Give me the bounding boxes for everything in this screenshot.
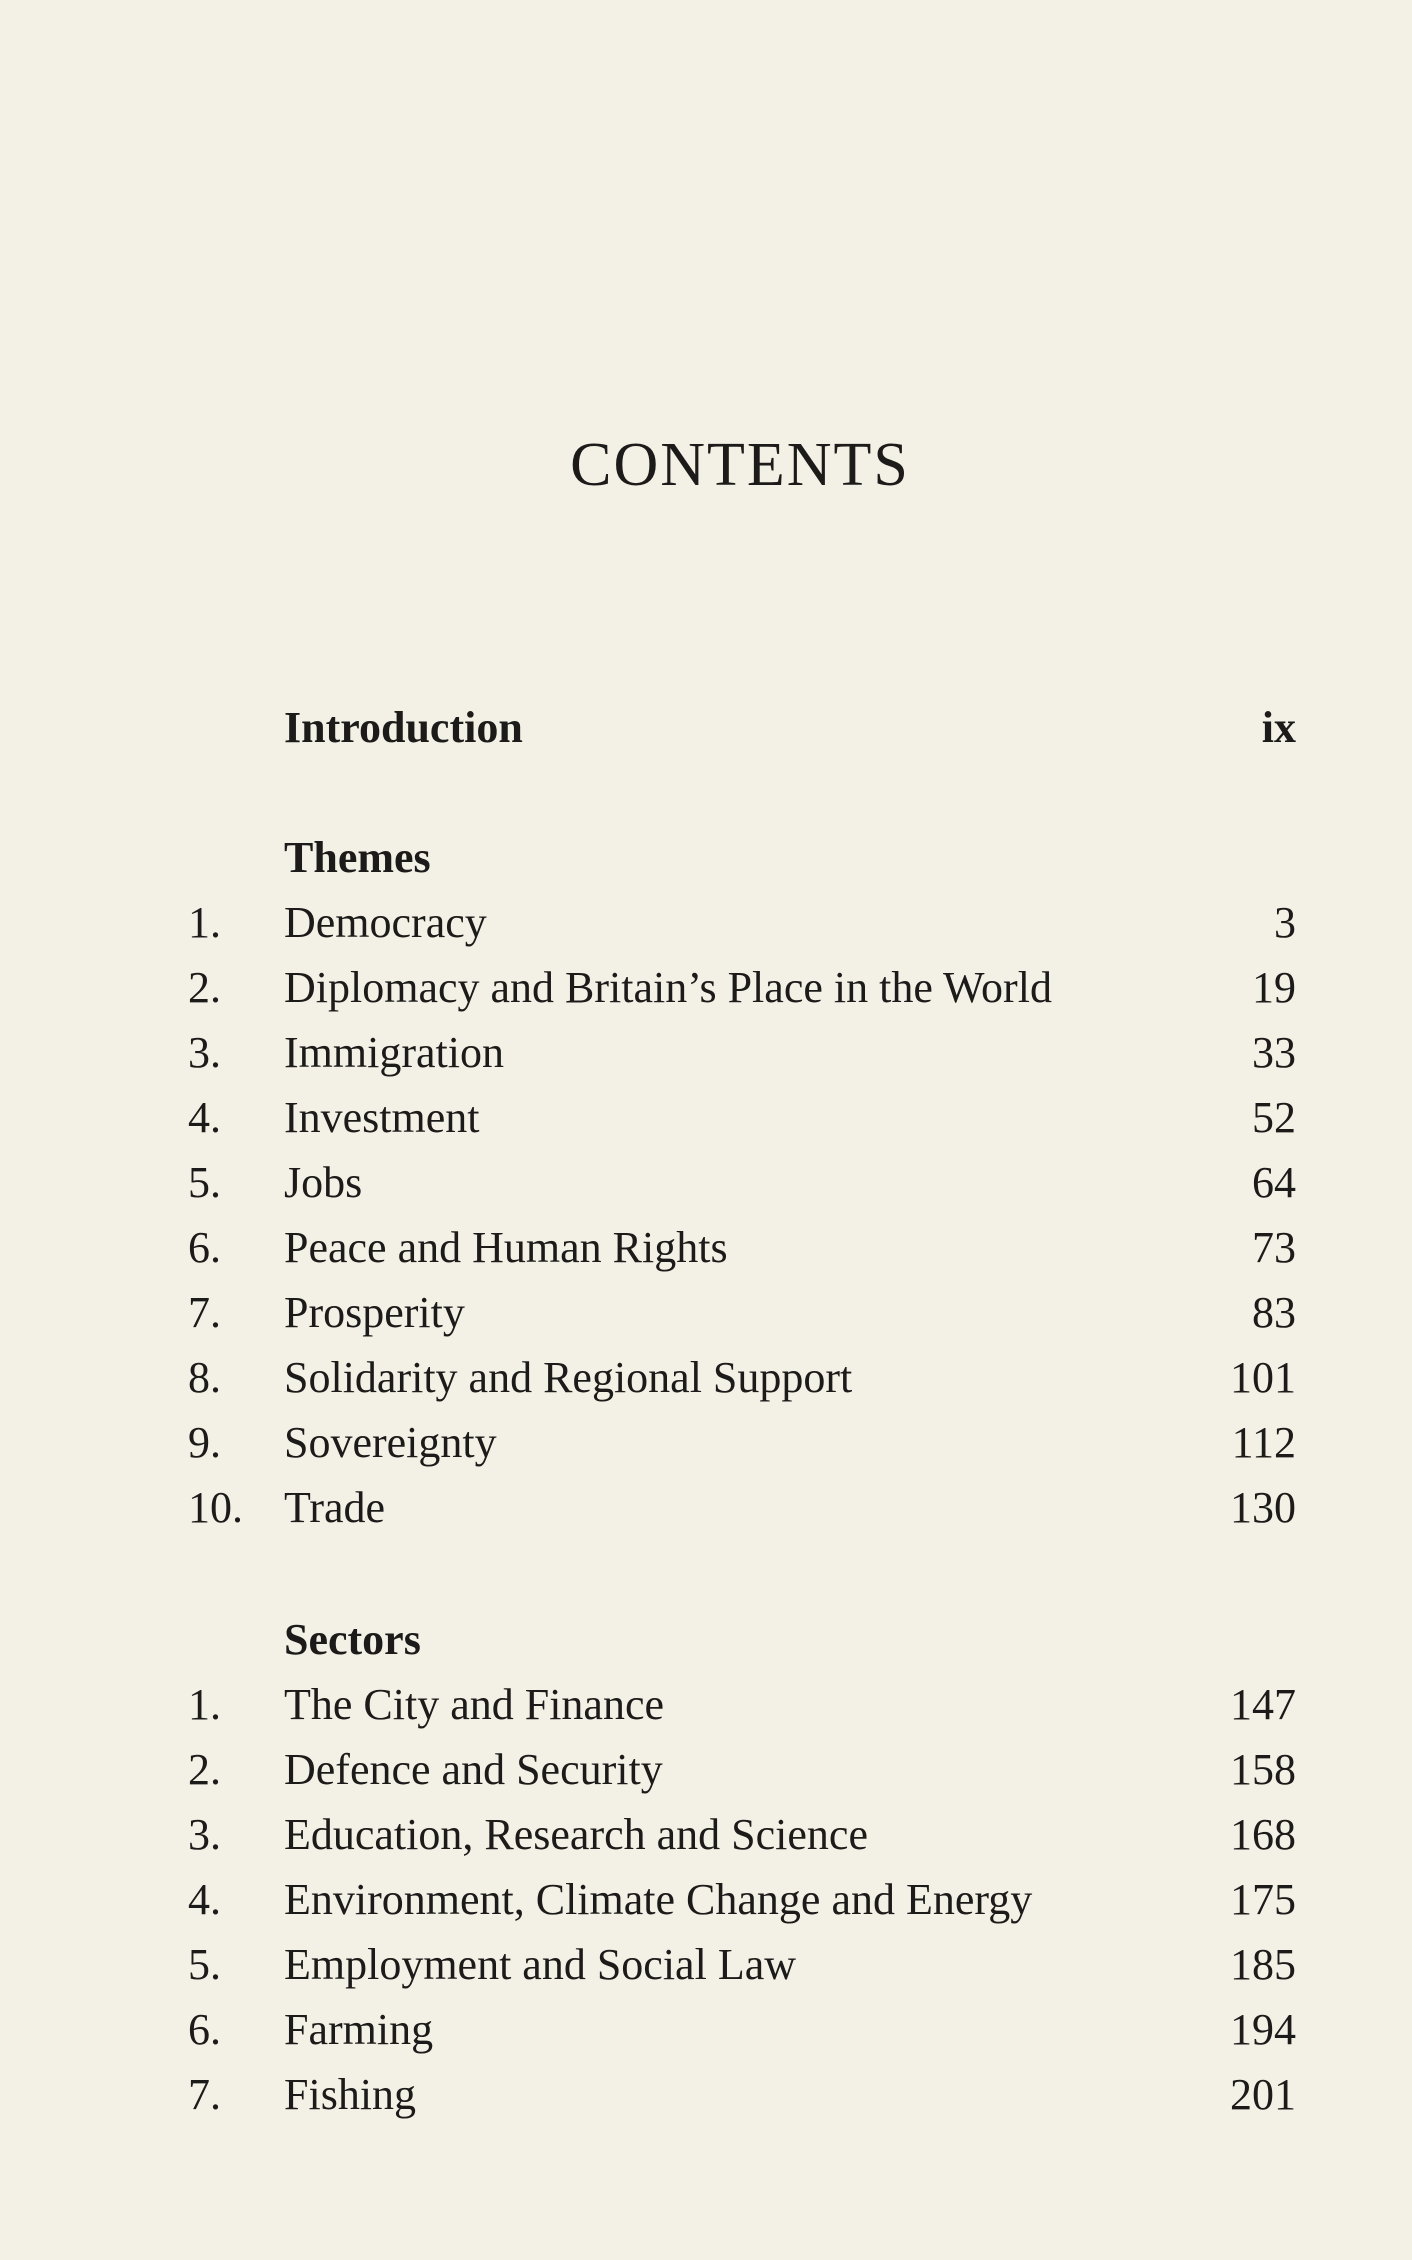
toc-entry-number: 8. (188, 1353, 221, 1402)
toc-entry-page: 175 (1230, 1875, 1296, 1924)
toc-entry-label: Prosperity (284, 1288, 465, 1337)
toc-entry-page: 130 (1230, 1483, 1296, 1532)
toc-entry-number: 2. (188, 1745, 221, 1794)
toc-entry-number: 7. (188, 2070, 221, 2119)
toc-entry-number: 1. (188, 1680, 221, 1729)
toc-entry-number: 1. (188, 898, 221, 947)
toc-entry-label: Investment (284, 1093, 480, 1142)
toc-entry-label: Democracy (284, 898, 487, 947)
toc-entry[interactable] (0, 1413, 1412, 1473)
toc-entry-label: Trade (284, 1483, 386, 1532)
toc-entry-number: 4. (188, 1875, 221, 1924)
toc-entry-label: Jobs (284, 1158, 363, 1207)
toc-entry-number: 4. (188, 1093, 221, 1142)
toc-entry-number: 6. (188, 1223, 221, 1272)
section-heading-sectors: Sectors (284, 1615, 421, 1664)
toc-entry[interactable] (0, 1153, 1412, 1213)
toc-entry-number: 5. (188, 1940, 221, 1989)
toc-entry-label: Sovereignty (284, 1418, 497, 1467)
toc-entry-introduction[interactable] (0, 698, 1412, 758)
toc-entry-label: Immigration (284, 1028, 504, 1077)
toc-entry-page: 112 (1231, 1418, 1296, 1467)
toc-entry-number: 3. (188, 1028, 221, 1077)
toc-entry-page: 158 (1230, 1745, 1296, 1794)
toc-entry[interactable] (0, 893, 1412, 953)
toc-entry-label: Defence and Security (284, 1745, 663, 1794)
toc-entry-label: Education, Research and Science (284, 1810, 868, 1859)
toc-entry-page: 201 (1230, 2070, 1296, 2119)
toc-entry[interactable] (0, 1805, 1412, 1865)
toc-entry[interactable] (0, 1023, 1412, 1083)
toc-entry-number: 2. (188, 963, 221, 1012)
toc-entry-label: Environment, Climate Change and Energy (284, 1875, 1033, 1924)
toc-entry[interactable] (0, 2065, 1412, 2125)
toc-entry-page: ix (1261, 703, 1296, 752)
toc-entry[interactable] (0, 1478, 1412, 1538)
toc-entry-number: 9. (188, 1418, 221, 1467)
toc-entry-label: Solidarity and Regional Support (284, 1353, 853, 1402)
toc-entry-number: 5. (188, 1158, 221, 1207)
toc-entry-label: Farming (284, 2005, 434, 2054)
toc-entry-number: 10. (188, 1483, 243, 1532)
toc-entry-page: 19 (1252, 963, 1296, 1012)
toc-entry[interactable] (0, 1935, 1412, 1995)
toc-entry[interactable] (0, 1348, 1412, 1408)
toc-entry[interactable] (0, 1675, 1412, 1735)
toc-entry[interactable] (0, 958, 1412, 1018)
toc-entry-page: 52 (1252, 1093, 1296, 1142)
toc-entry-number: 3. (188, 1810, 221, 1859)
toc-entry[interactable] (0, 1870, 1412, 1930)
toc-entry-page: 83 (1252, 1288, 1296, 1337)
toc-entry-page: 33 (1252, 1028, 1296, 1077)
toc-entry[interactable] (0, 2000, 1412, 2060)
toc-entry[interactable] (0, 1088, 1412, 1148)
toc-entry[interactable] (0, 1283, 1412, 1343)
toc-entry[interactable] (0, 1218, 1412, 1278)
toc-entry-label: Fishing (284, 2070, 417, 2119)
toc-entry-label: The City and Finance (284, 1680, 665, 1729)
toc-entry-page: 194 (1230, 2005, 1296, 2054)
toc-entry-label: Diplomacy and Britain’s Place in the World (284, 963, 1052, 1012)
toc-entry-number: 6. (188, 2005, 221, 2054)
toc-entry-page: 147 (1230, 1680, 1296, 1729)
toc-entry-label: Introduction (284, 703, 523, 752)
toc-entry-number: 7. (188, 1288, 221, 1337)
toc-entry-page: 64 (1252, 1158, 1296, 1207)
toc-entry[interactable] (0, 1740, 1412, 1800)
toc-entry-page: 101 (1230, 1353, 1296, 1402)
section-heading-themes: Themes (284, 833, 431, 882)
toc-entry-page: 185 (1230, 1940, 1296, 1989)
toc-entry-page: 168 (1230, 1810, 1296, 1859)
toc-entry-page: 73 (1252, 1223, 1296, 1272)
toc-entry-page: 3 (1274, 898, 1296, 947)
toc-entry-label: Peace and Human Rights (284, 1223, 728, 1272)
toc-entry-label: Employment and Social Law (284, 1940, 796, 1989)
page-title: CONTENTS (570, 431, 910, 499)
